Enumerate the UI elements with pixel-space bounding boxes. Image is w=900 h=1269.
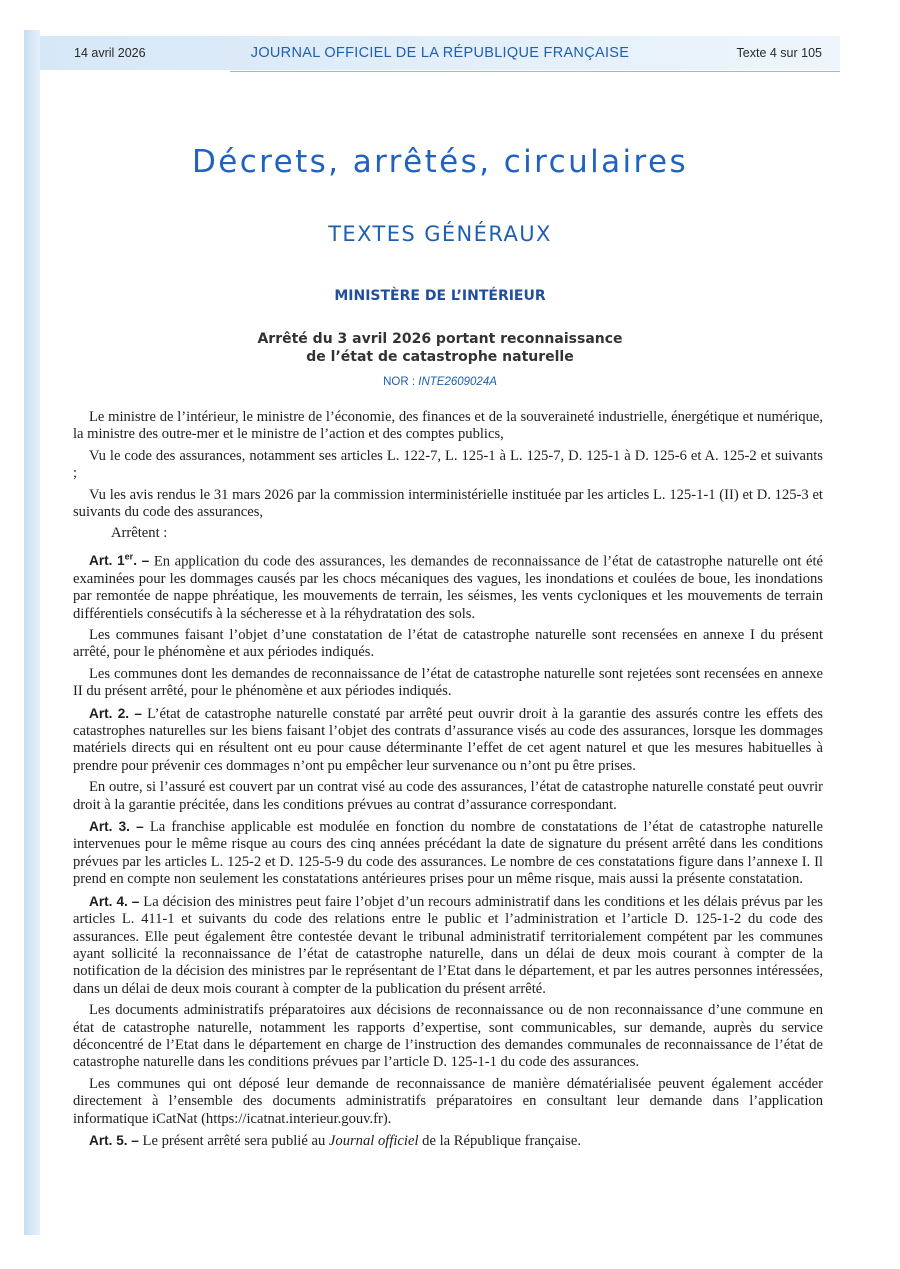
- arrete-title: [40, 330, 840, 366]
- article-4-paragraph-3: Les communes qui ont déposé leur demande de reconnaissance de manière dématérialisée peuvent également accéder directement à l’ensemble des documents administratifs préparatoires en consultant leur demande dans l’application informatique iCatNat (https://icatnat.interieur.gouv.fr).: [73, 1075, 823, 1127]
- preamble-vu-code: Vu le code des assurances, notamment ses articles L. 122-7, L. 125-1 à L. 125-7, D. 125-1 à D. 125-6 et A. 125-2 et suivants ;: [73, 447, 823, 482]
- article-4-label: Art. 4. –: [89, 893, 140, 909]
- article-1-paragraph-2: Les communes faisant l’objet d’une constatation de l’état de catastrophe naturelle sont recensées en annexe I du présent arrêté, pour le phénomène et aux périodes indiqués.: [73, 627, 823, 661]
- nor-value: INTE2609024A: [418, 376, 497, 388]
- article-1-text: En application du code des assurances, les demandes de reconnaissance de l’état de catastrophe naturelle ont été examinées pour les dommages causés par les chocs mécaniques des vagues, les inondations et coulées de boue, les inondations par remontée de nappe phréatique, les mouvements de terrain, les séismes, les vents cycloniques et les mouvements de terrain différentiels consécutifs à la sécheresse et à la réhydratation des sols.: [73, 553, 823, 622]
- journal-name: JOURNAL OFFICIEL DE LA RÉPUBLIQUE FRANÇAISE: [250, 45, 630, 61]
- article-2-paragraph-1: [73, 705, 823, 776]
- text-counter: Texte 4 sur 105: [736, 46, 822, 60]
- article-2-text: L’état de catastrophe naturelle constaté par arrêté peut ouvrir droit à la garantie des assurés contre les effets des catastrophes naturelles sur les biens faisant l’objet des contrats d’assurance visés au code des assurances, lorsque les dommages matériels directs qui en résultent ont eu pour cause déterminante l’effet de cet agent naturel et que les mesures habituelles à prendre pour prévenir ces dommages n’ont pu empêcher leur survenance ou n’ont pu être prises.: [73, 705, 823, 774]
- ministry-name: MINISTÈRE DE L’INTÉRIEUR: [334, 288, 546, 304]
- article-3-label: Art. 3. –: [89, 819, 144, 835]
- journal-officiel-mention: Journal officiel: [328, 1132, 419, 1149]
- preamble-vu-avis: Vu les avis rendus le 31 mars 2026 par la commission interministérielle instituée par les articles L. 125-1-1 (II) et D. 125-3 et suivants du code des assurances,: [73, 486, 823, 521]
- article-2-label: Art. 2. –: [89, 705, 142, 721]
- header-divider: [230, 71, 840, 72]
- publication-date: 14 avril 2026: [74, 46, 146, 60]
- arrete-title-line-2: de l’état de catastrophe naturelle: [306, 349, 574, 365]
- article-3-text: La franchise applicable est modulée en fonction du nombre de constatations de l’état de catastrophe naturelle intervenues pour le même risque au cours des cinq années précédant la date de signature du présent arrêté dans les conditions prévues par les articles L. 125-2 et D. 125-5-9 du code des assurances. Le nombre de ces constatations figure dans l’annexe I. Il prend en compte non seulement les constatations antérieures prises pour un même risque, mais aussi la présente constatation.: [73, 819, 823, 888]
- journal-header: [40, 36, 840, 70]
- preamble-ministers: Le ministre de l’intérieur, le ministre de l’économie, des finances et de la souveraineté industrielle, énergétique et numérique, la ministre des outre-mer et le ministre de l’action et des comptes publics,: [73, 409, 823, 443]
- section-title: TEXTES GÉNÉRAUX: [328, 222, 552, 246]
- article-1-paragraph-3: Les communes dont les demandes de reconnaissance de l’état de catastrophe naturelle sont rejetées sont recensées en annexe II du présent arrêté, pour le phénomène et aux périodes indiqués.: [73, 665, 823, 700]
- article-1-paragraph-1: [73, 549, 823, 623]
- article-2-paragraph-2: En outre, si l’assuré est couvert par un contrat visé au code des assurances, l’état de catastrophe naturelle constaté peut ouvrir droit à la garantie précitée, dans les conditions prévues au contrat d’assurance correspondant.: [73, 779, 823, 813]
- nor-label: NOR :: [383, 376, 419, 388]
- page-title: Décrets, arrêtés, circulaires: [191, 144, 689, 180]
- left-margin-band: [24, 30, 40, 1235]
- article-4-paragraph-1: [73, 893, 823, 998]
- article-5-paragraph: Art. 5. – Le présent arrêté sera publié au Journal officiel de la République française.: [89, 1132, 581, 1149]
- article-3-paragraph-1: [73, 818, 823, 889]
- article-4-text: La décision des ministres peut faire l’objet d’un recours administratif dans les conditions et les délais prévus par les articles L. 411-1 et suivants du code des relations entre le public et l’administration et l’article D. 125-1-2 du code des assurances. Elle peut également être contestée devant le tribunal administratif territorialement compétent par les communes ayant sollicité la reconnaissance de l’état de catastrophe naturelle, dans un délai de deux mois courant à compter de la notification de la décision des ministres par le représentant de l’Etat dans le département, et par les autres personnes intéressées, dans un délai de deux mois courant à compter de la publication du présent arrêté.: [73, 893, 823, 997]
- arrete-title-line-1: Arrêté du 3 avril 2026 portant reconnaissance: [257, 331, 623, 347]
- document-body: [73, 409, 823, 1154]
- arretent: Arrêtent :: [111, 525, 168, 542]
- article-4-paragraph-2: Les documents administratifs préparatoires aux décisions de reconnaissance ou de non reconnaissance d’une commune en état de catastrophe naturelle, notamment les rapports d’expertise, sont communicables, sur demande, auprès du service déconcentré de l’Etat dans le département en charge de l’instruction des demandes communales de reconnaissance de l’état de catastrophe naturelle dans les conditions prévues par l’article D. 125-1-1 du code des assurances.: [73, 1002, 823, 1071]
- article-1-label: Art. 1er. –: [89, 551, 150, 569]
- article-5-label: Art. 5. –: [89, 1132, 139, 1148]
- nor-reference: [40, 376, 840, 388]
